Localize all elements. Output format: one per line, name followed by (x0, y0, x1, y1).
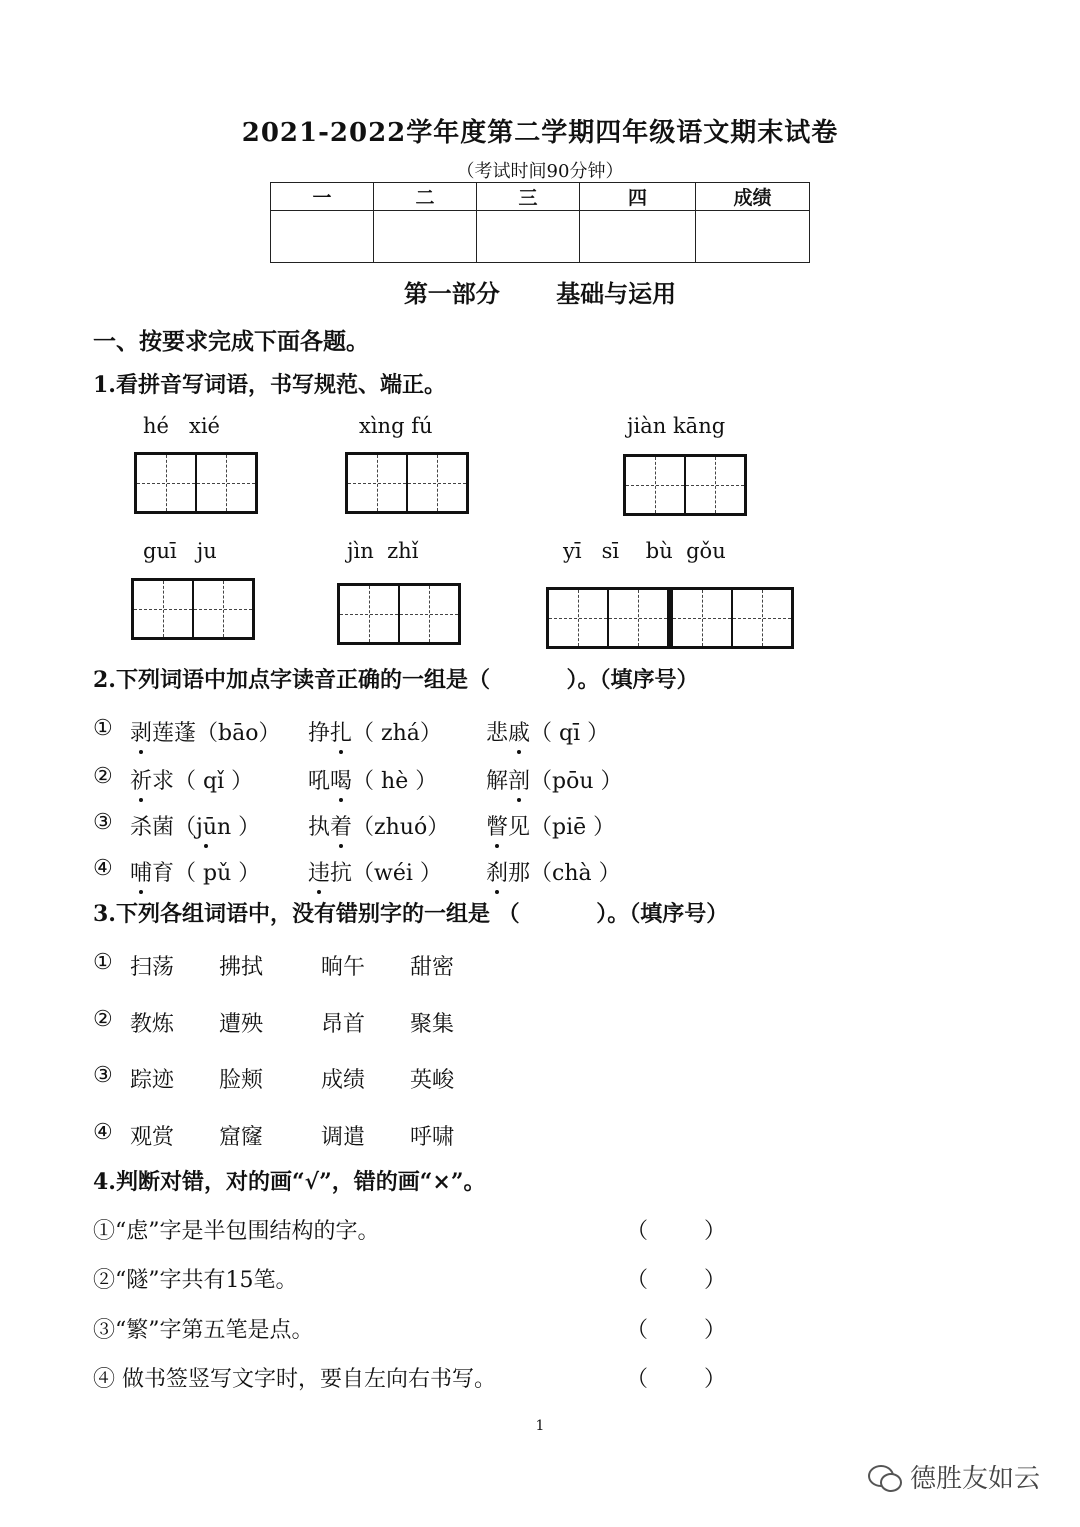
word: 调遣 (321, 1125, 366, 1150)
word: 晌午 (321, 955, 366, 980)
option-number: ② (93, 764, 113, 789)
q1-writing-box-1[interactable] (134, 452, 258, 514)
word: 观赏 (130, 1125, 175, 1150)
dotted-char: 哺 (130, 861, 153, 886)
option-number: ① (93, 716, 113, 741)
word-char: 见 (508, 815, 531, 840)
word-reading: 莲蓬（bāo） (152, 721, 281, 746)
word-reading: （ hè ） (352, 769, 438, 794)
option-number: ④ (93, 856, 113, 881)
word-char: 杀 (130, 815, 153, 840)
q4-statement-3: ③“繁”字第五笔是点。 (93, 1318, 314, 1343)
score-header-total: 成绩 (696, 183, 810, 211)
word-reading: （piē ） (530, 815, 616, 840)
word: 昂首 (321, 1012, 366, 1037)
word: 脸颊 (219, 1068, 264, 1093)
word-reading: 求（ qǐ ） (152, 769, 254, 794)
q4-statement-4: ④ 做书签竖写文字时，要自左向右书写。 (93, 1367, 496, 1392)
dotted-char: 扎 (330, 721, 353, 746)
score-cell-2[interactable] (374, 211, 477, 263)
word-reading: （pōu ） (530, 769, 623, 794)
dotted-char: 刹 (486, 861, 509, 886)
part-label: 第一部分 (403, 279, 500, 308)
section-heading: 一、按要求完成下面各题。 (93, 328, 369, 355)
watermark-text: 德胜友如云 (910, 1464, 1041, 1494)
q1-pinyin-4: guī ju (143, 539, 217, 563)
word-reading: （chà ） (530, 861, 621, 886)
word-reading: （zhuó） (352, 815, 450, 840)
word: 踪迹 (130, 1068, 175, 1093)
word: 聚集 (410, 1012, 455, 1037)
dotted-char: 瞥 (486, 815, 509, 840)
score-header-2: 二 (374, 183, 477, 211)
dotted-char: 祈 (130, 769, 153, 794)
score-cell-total[interactable] (696, 211, 810, 263)
word-reading: （ zhá） (352, 721, 442, 746)
word-char: 挣 (308, 721, 331, 746)
word-char: 那 (508, 861, 531, 886)
word: 拂拭 (219, 955, 264, 980)
q4-answer-blank-2[interactable]: （ ） (626, 1268, 726, 1293)
score-header-3: 三 (477, 183, 580, 211)
page-number: 1 (535, 1418, 545, 1434)
q1-pinyin-2: xìng fú (359, 414, 433, 438)
q4-answer-blank-4[interactable]: （ ） (626, 1367, 726, 1392)
q1-writing-box-3[interactable] (623, 454, 747, 516)
q4-statement-2: ②“隧”字共有15笔。 (93, 1268, 298, 1293)
q1-pinyin-3: jiàn kāng (627, 414, 726, 438)
watermark (868, 1458, 1040, 1495)
score-cell-3[interactable] (477, 211, 580, 263)
q4-answer-blank-3[interactable]: （ ） (626, 1318, 726, 1343)
exam-title: 2021-2022学年度第二学期四年级语文期末试卷 (241, 118, 839, 148)
word: 成绩 (321, 1068, 366, 1093)
dotted-char: 喝 (330, 769, 353, 794)
dotted-char: 着 (330, 815, 353, 840)
option-number: ④ (93, 1120, 113, 1145)
q1-writing-box-6b[interactable] (670, 587, 794, 649)
word-char: 执 (308, 815, 331, 840)
word: 扫荡 (130, 955, 175, 980)
q4-statement-1: ①“虑”字是半包围结构的字。 (93, 1219, 380, 1244)
dotted-char: 剥 (130, 721, 153, 746)
q1-prompt: 1.看拼音写词语，书写规范、端正。 (93, 372, 446, 398)
dotted-char: 违 (308, 861, 331, 886)
q1-writing-box-2[interactable] (345, 452, 469, 514)
word-reading: 育（ pǔ ） (152, 861, 261, 886)
word-char: 悲 (486, 721, 509, 746)
word: 英峻 (410, 1068, 455, 1093)
score-header-1: 一 (271, 183, 374, 211)
option-number: ② (93, 1007, 113, 1032)
q2-prompt: 2.下列词语中加点字读音正确的一组是（ ）。（填序号） (93, 667, 699, 693)
score-header-4: 四 (580, 183, 696, 211)
q1-writing-box-6a[interactable] (546, 587, 670, 649)
word: 甜密 (410, 955, 455, 980)
q1-writing-box-4[interactable] (131, 578, 255, 640)
wechat-icon (868, 1463, 902, 1491)
word-char: 解 (486, 769, 509, 794)
exam-duration: （考试时间90分钟） (456, 161, 624, 182)
q4-answer-blank-1[interactable]: （ ） (626, 1219, 726, 1244)
q3-prompt: 3.下列各组词语中，没有错别字的一组是 （ ）。（填序号） (93, 901, 729, 927)
q1-pinyin-1: hé xié (143, 414, 220, 438)
score-table (270, 182, 810, 263)
word: 呼啸 (410, 1125, 455, 1150)
score-cell-4[interactable] (580, 211, 696, 263)
part-title (0, 274, 1080, 309)
part-name: 基础与运用 (556, 279, 677, 308)
dotted-char: 戚 (508, 721, 531, 746)
word-reading: （wéi ） (352, 861, 442, 886)
word: 遭殃 (219, 1012, 264, 1037)
word-char: 吼 (308, 769, 331, 794)
option-number: ③ (93, 1063, 113, 1088)
q4-prompt: 4.判断对错，对的画“√”，错的画“×”。 (93, 1169, 486, 1195)
option-number: ① (93, 950, 113, 975)
dotted-char: 菌（jūn ） (152, 815, 261, 840)
word-char: 抗 (330, 861, 353, 886)
word: 教炼 (130, 1012, 175, 1037)
score-cell-1[interactable] (271, 211, 374, 263)
q1-writing-box-5[interactable] (337, 583, 461, 645)
word-reading: （ qī ） (530, 721, 610, 746)
dotted-char: 剖 (508, 769, 531, 794)
q1-pinyin-6: yī sī bù gǒu (563, 539, 726, 563)
word: 窟窿 (219, 1125, 264, 1150)
q1-pinyin-5: jìn zhǐ (347, 539, 419, 563)
option-number: ③ (93, 810, 113, 835)
